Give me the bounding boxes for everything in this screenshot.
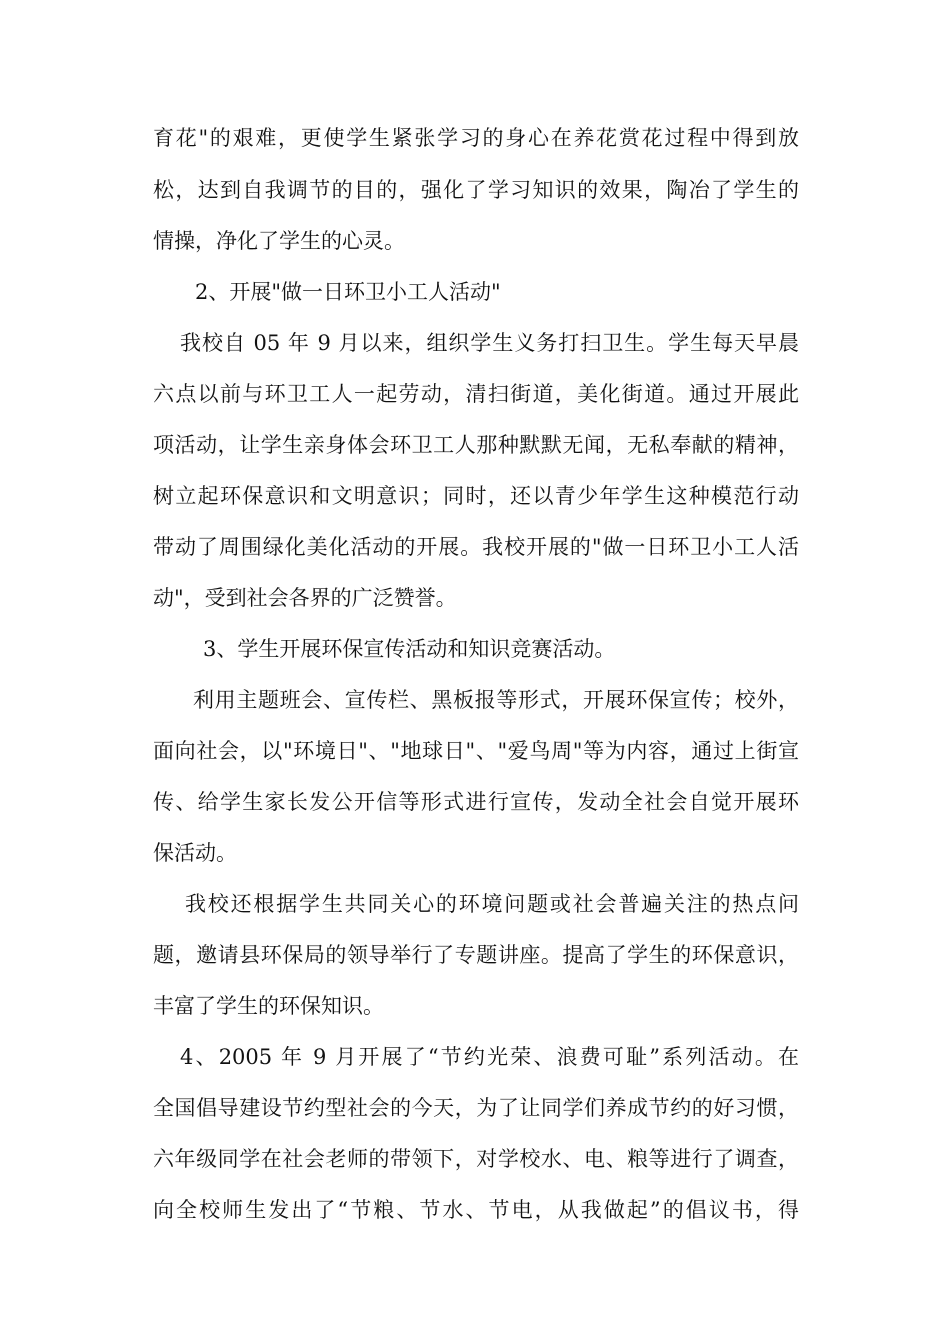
text-line: 保活动。 xyxy=(153,841,237,865)
section-heading: 3、学生开展环保宣传活动和知识竞赛活动。 xyxy=(203,637,616,661)
text-line: 树立起环保意识和文明意识；同时，还以青少年学生这种模范行动 xyxy=(153,484,799,508)
text-line: 4、2005 年 9 月开展了“节约光荣、浪费可耻”系列活动。在 xyxy=(180,1045,799,1069)
text-line: 我校还根据学生共同关心的环境问题或社会普遍关注的热点问 xyxy=(185,892,799,916)
text-line: 项活动，让学生亲身体会环卫工人那种默默无闻，无私奉献的精神， xyxy=(153,433,799,457)
text-line: 题，邀请县环保局的领导举行了专题讲座。提高了学生的环保意识， xyxy=(153,943,799,967)
text-line: 丰富了学生的环保知识。 xyxy=(153,994,384,1018)
text-line: 面向社会，以"环境日"、"地球日"、"爱鸟周"等为内容，通过上街宣 xyxy=(153,739,799,763)
text-line: 传、给学生家长发公开信等形式进行宣传，发动全社会自觉开展环 xyxy=(153,790,799,814)
text-line: 六点以前与环卫工人一起劳动，清扫街道，美化街道。通过开展此 xyxy=(153,382,799,406)
text-line: 向全校师生发出了“节粮、节水、节电，从我做起”的倡议书，得 xyxy=(153,1198,799,1222)
text-line: 全国倡导建设节约型社会的今天，为了让同学们养成节约的好习惯， xyxy=(153,1096,799,1120)
text-line: 育花"的艰难，更使学生紧张学习的身心在养花赏花过程中得到放 xyxy=(153,126,799,150)
text-line: 六年级同学在社会老师的带领下，对学校水、电、粮等进行了调查， xyxy=(153,1147,799,1171)
text-line: 带动了周围绿化美化活动的开展。我校开展的"做一日环卫小工人活 xyxy=(153,535,799,559)
section-heading: 2、开展"做一日环卫小工人活动" xyxy=(195,280,501,304)
text-line: 松，达到自我调节的目的，强化了学习知识的效果，陶冶了学生的 xyxy=(153,178,799,202)
text-line: 利用主题班会、宣传栏、黑板报等形式，开展环保宣传；校外， xyxy=(193,688,799,712)
text-line: 我校自 05 年 9 月以来，组织学生义务打扫卫生。学生每天早晨 xyxy=(180,331,799,355)
text-line: 情操，净化了学生的心灵。 xyxy=(153,229,405,253)
text-line: 动"，受到社会各界的广泛赞誉。 xyxy=(153,586,457,610)
